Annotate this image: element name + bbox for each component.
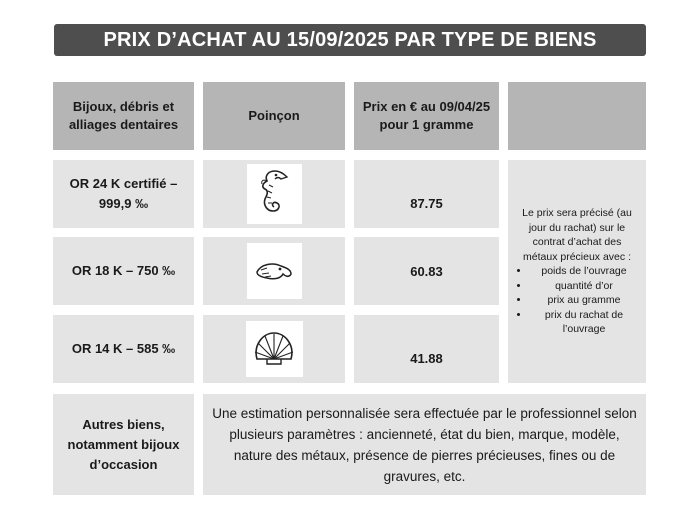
header-category (53, 82, 194, 150)
note-item: • poids de l’ouvrage (530, 264, 638, 279)
note-item: • prix du rachat de l’ouvrage (530, 308, 638, 337)
header-hallmark (203, 82, 345, 150)
header-price (354, 82, 499, 150)
row-14k-price (354, 315, 499, 383)
note-item: • prix au gramme (530, 293, 638, 308)
row-24k-label (53, 160, 194, 228)
header-category-label: Bijoux, débris et alliages dentaires (68, 99, 179, 132)
shell-icon (246, 321, 303, 377)
price-value: 87.75 (410, 195, 443, 211)
header-price-label: Prix en € au 09/04/25 pour 1 gramme (362, 99, 491, 132)
row-18k-price (354, 237, 499, 305)
row-24k-hallmark (203, 160, 345, 228)
estimation-text: Une estimation personnalisée sera effectuée par le professionnel selon plusieurs paramètres : ancienneté, état du bien, marque, modèle, nature des métaux, présence de pierres précieuses, fines ou de gravures, etc. (212, 405, 637, 484)
row-18k-hallmark (203, 237, 345, 305)
note-intro: Le prix sera précisé (au jour du rachat) sur le contrat d’achat des métaux précieux avec : (522, 207, 632, 263)
header-empty (508, 82, 646, 150)
note-item: • quantité d’or (530, 279, 638, 294)
seahorse-icon (247, 164, 302, 224)
price-value: 60.83 (410, 263, 443, 279)
row-14k-hallmark (203, 315, 345, 383)
row-label: OR 14 K – 585 ‰ (71, 341, 176, 356)
other-goods-label (53, 394, 194, 495)
eagle-head-icon (247, 243, 302, 299)
purchase-note (508, 160, 646, 383)
row-label: OR 24 K certifié – 999,9 ‰ (69, 176, 178, 211)
header-hallmark-label: Poinçon (248, 108, 300, 123)
row-14k-label (53, 315, 194, 383)
row-label: OR 18 K – 750 ‰ (71, 263, 176, 278)
other-goods-estimation (203, 394, 646, 495)
page-title: PRIX D’ACHAT AU 15/09/2025 PAR TYPE DE BIENS (54, 24, 646, 56)
price-value: 41.88 (410, 350, 443, 366)
note-list (516, 264, 638, 337)
row-24k-price (354, 160, 499, 228)
row-18k-label (53, 237, 194, 305)
other-label: Autres biens, notamment bijoux d’occasion (67, 416, 180, 472)
